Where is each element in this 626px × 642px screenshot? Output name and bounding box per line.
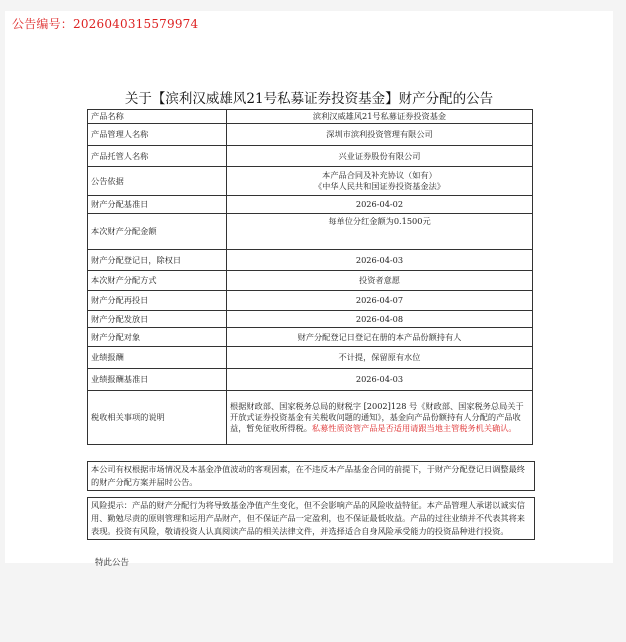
row-label: 财产分配登记日，除权日 bbox=[88, 250, 227, 271]
distribution-info-table bbox=[87, 109, 533, 445]
row-value: 滨利汉威雄风21号私募证券投资基金 bbox=[227, 110, 533, 124]
closing-text: 特此公告 bbox=[95, 558, 130, 568]
adjustment-statement: 本公司有权根据市场情况及本基金净值波动的客观因素，在不违反本产品基金合同的前提下，于财产分配登记日调整最终的财产分配方案并届时公告。 bbox=[87, 461, 535, 491]
table-row bbox=[88, 391, 533, 445]
page-title: 关于【滨利汉威雄风21号私募证券投资基金】财产分配的公告 bbox=[124, 91, 494, 107]
row-value: 兴业证券股份有限公司 bbox=[227, 146, 533, 167]
table-row bbox=[88, 328, 533, 347]
row-value: 财产分配登记日登记在册的本产品份额持有人 bbox=[227, 328, 533, 347]
row-label: 财产分配基准日 bbox=[88, 196, 227, 214]
row-label: 产品管理人名称 bbox=[88, 124, 227, 146]
basis-line: 本产品合同及补充协议（如有） bbox=[322, 170, 437, 180]
basis-line: 《中华人民共和国证券投资基金法》 bbox=[313, 181, 445, 191]
row-label: 产品名称 bbox=[88, 110, 227, 124]
announcement-code: 公告编号：2026040315579974 bbox=[12, 17, 199, 31]
row-value: 投资者意愿 bbox=[227, 271, 533, 291]
table-row bbox=[88, 196, 533, 214]
tax-warning: 私募性质资管产品是否适用请跟当地主管税务机关确认。 bbox=[311, 423, 517, 433]
row-label: 本次财产分配方式 bbox=[88, 271, 227, 291]
tax-note: 根据财政部、国家税务总局的财税字 [2002]128 号《财政部、国家税务总局关于开放式证券投资基金有关税收问题的通知》，基金向产品份额持有人分配的产品收益，暂免征收所得税。 bbox=[230, 401, 524, 433]
row-value: 2026-04-03 bbox=[227, 250, 533, 271]
row-label: 财产分配再投日 bbox=[88, 291, 227, 311]
announcement-page bbox=[5, 11, 613, 568]
row-value: 2026-04-07 bbox=[227, 291, 533, 311]
row-label: 本次财产分配金额 bbox=[88, 214, 227, 250]
row-label: 业绩报酬 bbox=[88, 347, 227, 369]
row-label: 财产分配对象 bbox=[88, 328, 227, 347]
table-row bbox=[88, 311, 533, 328]
row-value bbox=[227, 391, 533, 445]
row-value: 2026-04-08 bbox=[227, 311, 533, 328]
row-value: 每单位分红金额为0.1500元 bbox=[227, 214, 533, 250]
table-row bbox=[88, 271, 533, 291]
row-label: 产品托管人名称 bbox=[88, 146, 227, 167]
table-row bbox=[88, 146, 533, 167]
table-row bbox=[88, 250, 533, 271]
table-row bbox=[88, 110, 533, 124]
row-value: 深圳市滨利投资管理有限公司 bbox=[227, 124, 533, 146]
row-value: 2026-04-03 bbox=[227, 369, 533, 391]
table-row bbox=[88, 214, 533, 250]
row-value: 不计提，保留原有水位 bbox=[227, 347, 533, 369]
row-label: 税收相关事项的说明 bbox=[88, 391, 227, 445]
table-row bbox=[88, 167, 533, 196]
table-row bbox=[88, 347, 533, 369]
table-row bbox=[88, 124, 533, 146]
row-value: 2026-04-02 bbox=[227, 196, 533, 214]
row-label: 财产分配发放日 bbox=[88, 311, 227, 328]
table-row bbox=[88, 291, 533, 311]
row-label: 业绩报酬基准日 bbox=[88, 369, 227, 391]
row-value bbox=[227, 167, 533, 196]
row-label: 公告依据 bbox=[88, 167, 227, 196]
table-row bbox=[88, 369, 533, 391]
risk-notice: 风险提示：产品的财产分配行为将导致基金净值产生变化，但不会影响产品的风险收益特征。本产品管理人承诺以诚实信用、勤勉尽责的原则管理和运用产品财产，但不保证产品一定盈利，也不保证最低收益。产品的过往业绩并不代表其将来表现。投资有风险，敬请投资人认真阅读产品的相关法律文件，并选择适合自身风险承受能力的投资品种进行投资。 bbox=[87, 497, 535, 540]
